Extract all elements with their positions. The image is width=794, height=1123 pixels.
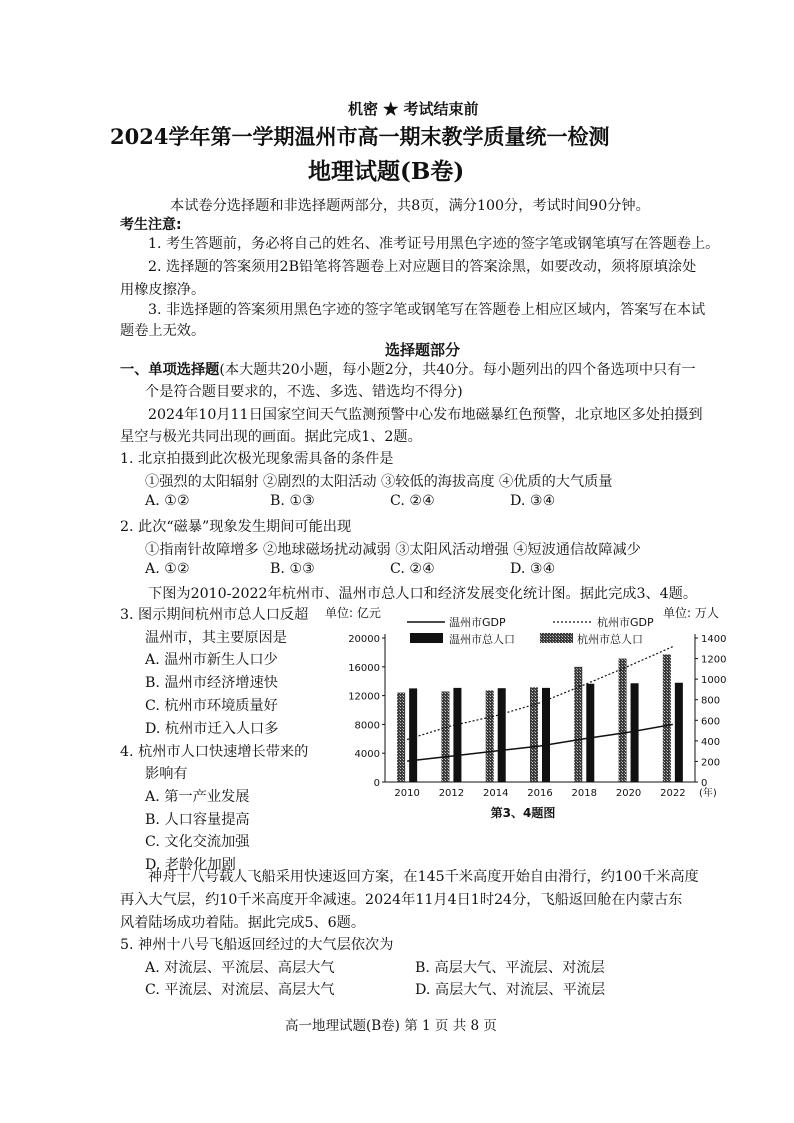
q1-option-a: A. ①② — [145, 493, 190, 509]
left-tick-label: 16000 — [348, 662, 380, 674]
right-tick-label: 1200 — [701, 654, 727, 666]
q5-option-d: D. 高层大气、对流层、平流层 — [415, 982, 606, 998]
question-4: 4. 杭州市人口快速增长带来的 — [120, 744, 309, 760]
bar-hangzhou-pop — [574, 667, 582, 782]
legend-swatch-wenzhou-pop — [410, 633, 443, 643]
intro-text: 本试卷分选择题和非选择题两部分，共8页，满分100分，考试时间90分钟。 — [170, 198, 650, 214]
q2-option-b: B. ①③ — [270, 561, 315, 577]
stem-2: 下图为2010-2022年杭州市、温州市总人口和经济发展变化统计图。据此完成3、4题。 — [148, 586, 698, 602]
part-desc-cont: 个是符合题目要求的，不选、多选、错选均不得分) — [145, 384, 463, 400]
q2-option-d: D. ③④ — [510, 561, 556, 577]
right-tick-label: 0 — [701, 778, 708, 789]
legend-swatch-hangzhou-pop — [540, 633, 573, 643]
chart-caption: 第3、4题图 — [490, 806, 556, 820]
bar-wenzhou-pop — [453, 688, 461, 782]
notice-item-2-cont: 用橡皮擦净。 — [120, 282, 206, 298]
q5-option-a: A. 对流层、平流层、高层大气 — [145, 960, 335, 976]
q4-option-c: C. 文化交流加强 — [145, 834, 250, 850]
section-title: 选择题部分 — [385, 341, 461, 359]
right-tick-label: 600 — [701, 716, 721, 728]
stem-3-cont2: 风着陆场成功着陆。据此完成5、6题。 — [120, 915, 366, 931]
q4-option-d: D. 老龄化加剧 — [145, 857, 236, 873]
right-tick-label: 1000 — [701, 675, 727, 687]
q5-option-c: C. 平流层、对流层、高层大气 — [145, 982, 335, 998]
x-tick-label: 2012 — [438, 788, 465, 799]
legend-label-wenzhou-pop: 温州市总人口 — [449, 633, 515, 646]
q1-option-d: D. ③④ — [510, 493, 556, 509]
left-tick-label: 8000 — [354, 720, 380, 732]
question-2: 2. 此次“磁暴”现象发生期间可能出现 — [120, 519, 352, 535]
bar-wenzhou-pop — [409, 688, 417, 782]
left-tick-label: 4000 — [354, 749, 380, 761]
q5-option-b: B. 高层大气、平流层、对流层 — [415, 960, 605, 976]
q4-option-a: A. 第一产业发展 — [145, 789, 250, 805]
left-tick-label: 0 — [373, 778, 380, 789]
right-axis-label: 单位: 万人 — [663, 606, 719, 620]
right-tick-label: 1400 — [701, 634, 727, 645]
x-tick-label: 2010 — [394, 788, 420, 799]
bar-wenzhou-pop — [675, 683, 683, 782]
notice-item-1: 1. 考生答题前，务必将自己的姓名、准考证号用黑色字迹的签字笔或钢笔填写在答题卷上。 — [148, 236, 720, 252]
left-axis-label: 单位: 亿元 — [325, 606, 381, 620]
right-tick-label: 200 — [701, 757, 721, 769]
q2-option-a: A. ①② — [145, 561, 190, 577]
legend-label-wenzhou-gdp: 温州市GDP — [449, 616, 506, 629]
population-gdp-chart — [325, 600, 727, 825]
q1-option-c: C. ②④ — [390, 493, 435, 509]
q2-option-c: C. ②④ — [390, 561, 435, 577]
q3-option-b: B. 温州市经济增速快 — [145, 675, 278, 691]
part-desc: (本大题共20小题，每小题2分，共40分。每小题列出的四个备选项中只有一 — [219, 362, 696, 378]
legend-label-hangzhou-gdp: 杭州市GDP — [597, 616, 654, 629]
bar-wenzhou-pop — [498, 688, 506, 782]
notice-heading: 考生注意: — [120, 217, 182, 233]
x-tick-label: 2020 — [615, 788, 642, 799]
stem-1-cont: 星空与极光共同出现的画面。据此完成1、2题。 — [120, 429, 422, 445]
question-5: 5. 神州十八号飞船返回经过的大气层依次为 — [120, 937, 394, 953]
question-3-cont: 温州市，其主要原因是 — [145, 630, 287, 646]
notice-item-3: 3. 非选择题的答案须用黑色字迹的签字笔或钢笔写在答题卷上相应区域内，答案写在本试 — [148, 302, 706, 318]
bar-hangzhou-pop — [530, 687, 538, 782]
bar-hangzhou-pop — [486, 690, 494, 782]
bar-hangzhou-pop — [619, 659, 627, 782]
q3-option-c: C. 杭州市环境质量好 — [145, 698, 278, 714]
right-tick-label: 400 — [701, 736, 721, 748]
bar-hangzhou-pop — [397, 693, 405, 782]
bar-hangzhou-pop — [441, 691, 449, 782]
bar-wenzhou-pop — [631, 683, 639, 782]
stem-1: 2024年10月11日国家空间天气监测预警中心发布地磁暴红色预警，北京地区多处拍摄到 — [148, 407, 703, 423]
left-tick-label: 12000 — [348, 691, 380, 703]
secret-label: 机密 ★ 考试结束前 — [348, 100, 479, 118]
question-3: 3. 图示期间杭州市总人口反超 — [120, 607, 309, 623]
question-2-items: ①指南针故障增多 ②地球磁场扰动减弱 ③太阳风活动增强 ④短波通信故障减少 — [145, 542, 641, 558]
notice-item-2: 2. 选择题的答案须用2B铅笔将答题卷上对应题目的答案涂黑，如要改动，须将原填涂处 — [148, 259, 697, 275]
x-tick-label: 2022 — [660, 788, 686, 799]
part-heading: 一、单项选择题 — [120, 362, 220, 378]
q4-option-b: B. 人口容量提高 — [145, 812, 250, 828]
q3-option-a: A. 温州市新生人口少 — [145, 652, 278, 668]
notice-item-3-cont: 题卷上无效。 — [120, 323, 206, 339]
exam-title: 2024学年第一学期温州市高一期末教学质量统一检测 — [110, 124, 610, 149]
q1-option-b: B. ①③ — [270, 493, 315, 509]
page-footer: 高一地理试题(B卷) 第 1 页 共 8 页 — [285, 1018, 497, 1034]
stem-3: 神舟十八号载人飞船采用快速返回方案，在145千米高度开始自由滑行，约100千米高度 — [148, 869, 699, 885]
left-tick-label: 20000 — [348, 634, 380, 645]
question-1: 1. 北京拍摄到此次极光现象需具备的条件是 — [120, 451, 394, 467]
x-tick-label: 2016 — [527, 788, 553, 799]
stem-3-cont: 再入大气层，约10千米高度开伞减速。2024年11月4日1时24分，飞船返回舱在内蒙古东 — [120, 892, 683, 908]
question-1-items: ①强烈的太阳辐射 ②剧烈的太阳活动 ③较低的海拔高度 ④优质的大气质量 — [145, 474, 613, 490]
question-4-cont: 影响有 — [145, 766, 188, 782]
x-tick-label: 2014 — [482, 788, 509, 799]
bar-hangzhou-pop — [663, 654, 671, 782]
right-tick-label: 800 — [701, 695, 721, 707]
legend-label-hangzhou-pop: 杭州市总人口 — [577, 633, 643, 646]
bar-wenzhou-pop — [586, 684, 594, 782]
q3-option-d: D. 杭州市迁入人口多 — [145, 721, 279, 737]
paper-title: 地理试题(B卷) — [308, 158, 465, 185]
x-tick-label: 2018 — [571, 788, 598, 799]
x-axis-suffix: (年) — [699, 788, 717, 799]
